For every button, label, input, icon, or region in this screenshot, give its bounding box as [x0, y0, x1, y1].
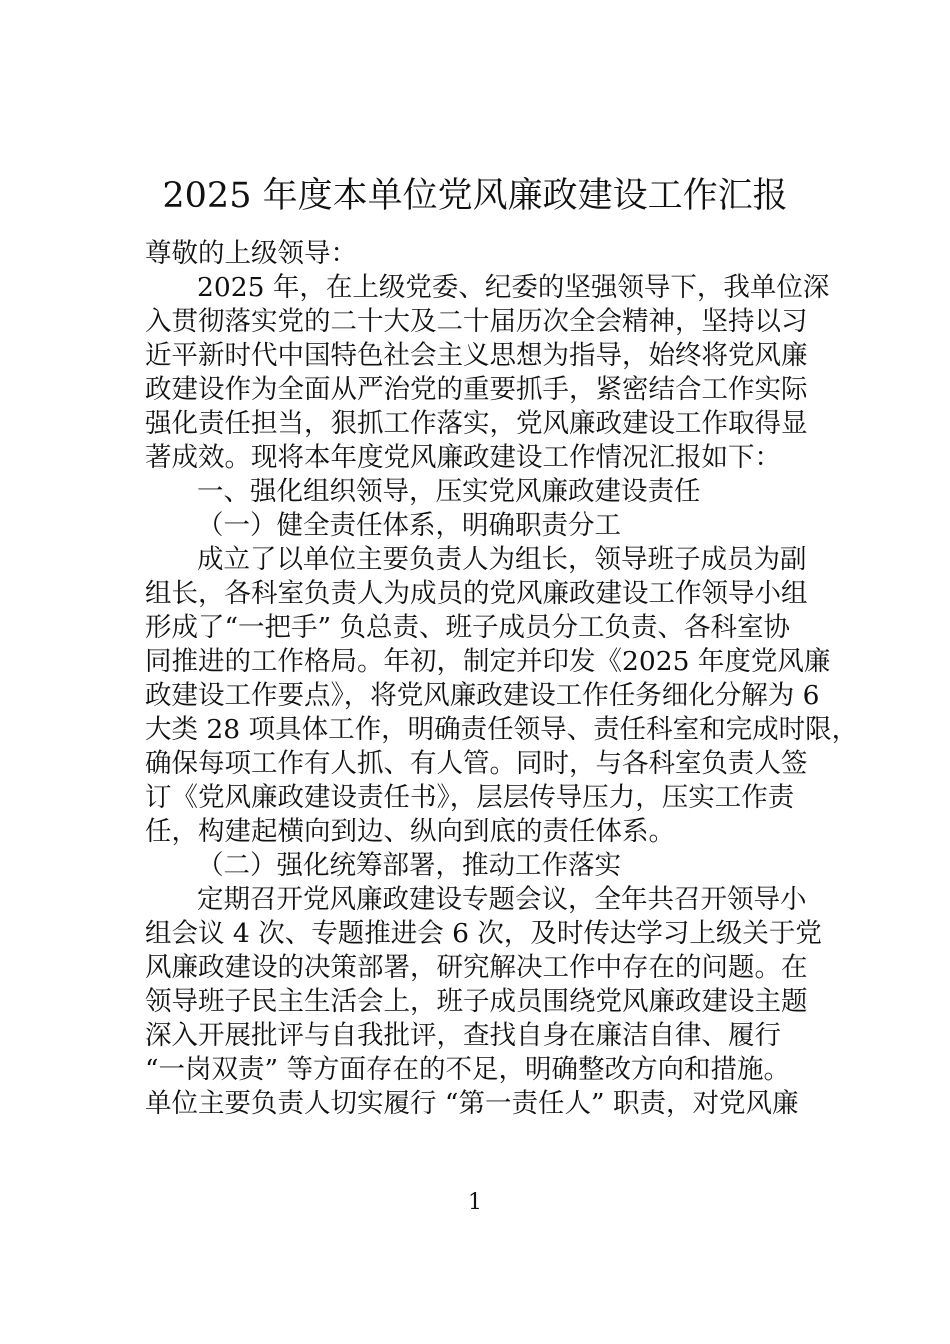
subsection-heading: （一）健全责任体系，明确职责分工: [197, 510, 621, 541]
document-body: [145, 237, 859, 1121]
paragraph-line: 政建设作为全面从严治党的重要抓手，紧密结合工作实际: [145, 374, 808, 405]
paragraph-line: 领导班子民主生活会上，班子成员围绕党风廉政建设主题: [145, 986, 808, 1017]
paragraph-line: 单位主要负责人切实履行 “第一责任人” 职责，对党风廉: [145, 1088, 799, 1119]
paragraph-line: 著成效。现将本年度党风廉政建设工作情况汇报如下：: [145, 442, 781, 473]
paragraph-line: 强化责任担当，狠抓工作落实，党风廉政建设工作取得显: [145, 408, 808, 439]
paragraph-line: 大类 28 项具体工作，明确责任领导、责任科室和完成时限，: [145, 714, 859, 745]
paragraph-line: 形成了“一把手” 负总责、班子成员分工负责、各科室协: [145, 612, 791, 643]
section-heading: 一、强化组织领导，压实党风廉政建设责任: [197, 476, 701, 507]
paragraph-line: 组会议 4 次、专题推进会 6 次，及时传达学习上级关于党: [145, 918, 822, 949]
paragraph-line: “一岗双责” 等方面存在的不足，明确整改方向和措施。: [145, 1054, 791, 1085]
paragraph-line: 定期召开党风廉政建设专题会议，全年共召开领导小: [197, 884, 807, 915]
paragraph-line: 任，构建起横向到边、纵向到底的责任体系。: [145, 816, 675, 847]
paragraph-line: 深入开展批评与自我批评，查找自身在廉洁自律、履行: [145, 1020, 781, 1051]
salutation: 尊敬的上级领导：: [145, 238, 357, 269]
paragraph-line: 入贯彻落实党的二十大及二十届历次全会精神，坚持以习: [145, 306, 808, 337]
paragraph-line: 订《党风廉政建设责任书》，层层传导压力，压实工作责: [145, 782, 795, 813]
paragraph-line: 确保每项工作有人抓、有人管。同时，与各科室负责人签: [145, 748, 808, 779]
paragraph-line: 成立了以单位主要负责人为组长，领导班子成员为副: [197, 544, 807, 575]
paragraph-line: 同推进的工作格局。年初，制定并印发《2025 年度党风廉: [145, 646, 831, 677]
page-number: 1: [468, 1190, 482, 1215]
paragraph-line: 政建设工作要点》，将党风廉政建设工作任务细化分解为 6: [145, 680, 820, 711]
page-title: 2025 年度本单位党风廉政建设工作汇报: [162, 176, 788, 216]
paragraph-line: 风廉政建设的决策部署，研究解决工作中存在的问题。在: [145, 952, 808, 983]
paragraph-line: 近平新时代中国特色社会主义思想为指导，始终将党风廉: [145, 340, 808, 371]
paragraph-line: 2025 年，在上级党委、纪委的坚强领导下，我单位深: [197, 272, 830, 303]
subsection-heading: （二）强化统筹部署，推动工作落实: [197, 850, 621, 881]
paragraph-line: 组长，各科室负责人为成员的党风廉政建设工作领导小组: [145, 578, 808, 609]
